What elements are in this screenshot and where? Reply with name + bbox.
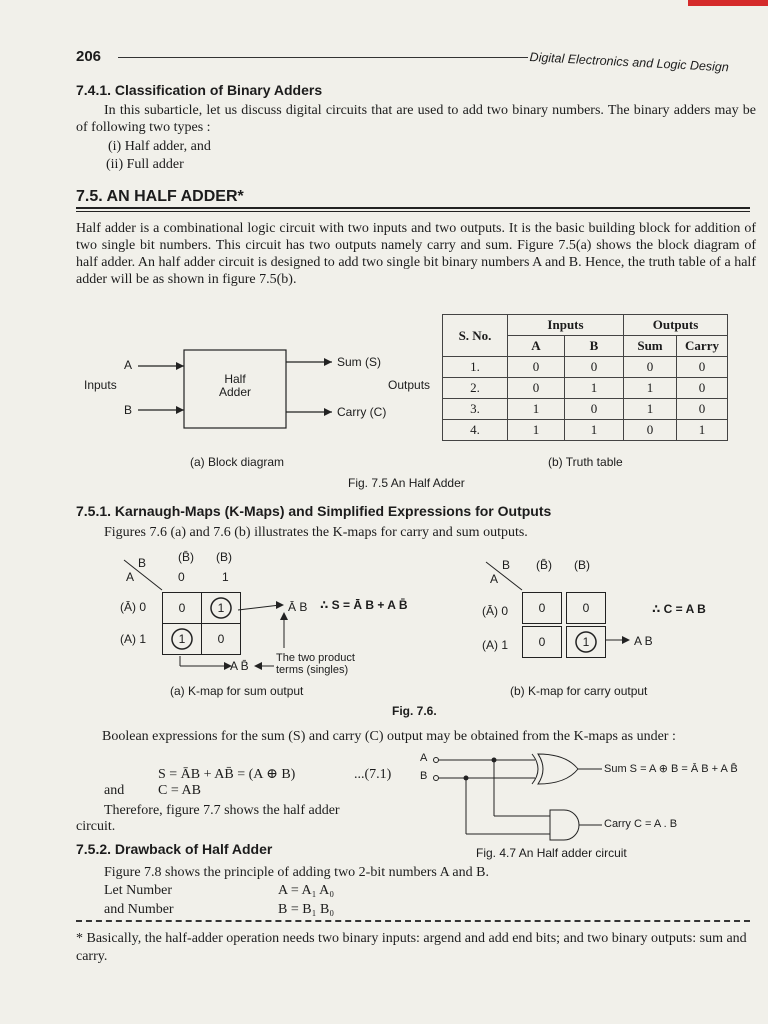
circuit-input-b: B <box>420 770 428 782</box>
kmap-sum-row-abar: (Ā) 0 <box>120 600 147 614</box>
column-header-outputs: Outputs <box>624 315 728 336</box>
kmap-sum-row-a: (A) 1 <box>120 632 147 646</box>
box-label-line: Adder <box>218 385 252 399</box>
column-header-sno: S. No. <box>443 315 508 357</box>
kmap-sum-col-bbar: (B̄) <box>178 550 194 564</box>
input-a-label: A <box>124 358 133 372</box>
kmap-carry-corner-a: A <box>490 572 499 586</box>
column-header-carry: Carry <box>677 336 728 357</box>
kmap-cell: 0 <box>522 592 562 624</box>
kmap-carry-row-abar: (Ā) 0 <box>482 604 509 618</box>
footnote: * Basically, the half-adder operation needs two binary inputs: argend and add end bits; and two binary outputs: sum and carry. <box>76 931 747 964</box>
truth-table-caption: (b) Truth table <box>548 455 623 469</box>
kmap-sum-corner-a: A <box>126 570 135 584</box>
table-cell: 1 <box>508 399 565 420</box>
section-7-5-1-title: 7.5.1. Karnaugh-Maps (K-Maps) and Simplified Expressions for Outputs <box>76 503 552 519</box>
section-7-4-1-title: 7.4.1. Classification of Binary Adders <box>76 82 323 98</box>
column-header-sum: Sum <box>624 336 677 357</box>
half-adder-circuit <box>420 752 755 844</box>
footnote-rule <box>76 920 750 922</box>
kmap-sum-corner-b: B <box>138 556 147 570</box>
outputs-label: Outputs <box>388 378 431 392</box>
section-7-5-2-paragraph: Figure 7.8 shows the principle of adding two 2-bit numbers A and B. <box>104 865 489 880</box>
section-rule <box>76 207 750 209</box>
kmap-sum-col-b: (B) <box>216 550 232 564</box>
table-cell: 1 <box>624 399 677 420</box>
kmap-sum-col-1: 1 <box>222 570 229 584</box>
note-line: terms (singles) <box>276 664 349 676</box>
sum-output-label: Sum (S) <box>337 355 382 369</box>
kmap-carry-corner-b: B <box>502 558 511 572</box>
inputs-label: Inputs <box>84 378 117 392</box>
kmap-cell-circled: 1 <box>566 626 606 658</box>
table-cell: 1 <box>565 378 624 399</box>
table-cell: 1 <box>565 420 624 441</box>
table-cell: 1 <box>508 420 565 441</box>
kmap-carry <box>480 552 750 662</box>
table-row <box>443 378 728 399</box>
table-cell: 0 <box>624 420 677 441</box>
list-item: (i) Half adder, and <box>108 139 211 154</box>
equation-number: ...(7.1) <box>354 767 392 782</box>
section-7-5-paragraph: Half adder is a combinational logic circuit with two inputs and two outputs. It is the basic building block for addition of two single bit numbers. This circuit has two outputs namely carry and sum. Figure 7.5(a) shows the block diagram of half adder. An half adder circuit is designed to add two single bit binary numbers A and B. Hence, the truth table of a half adder will be as shown in figure 7.5(b). <box>76 221 756 287</box>
table-cell: 1. <box>443 357 508 378</box>
table-cell: 1 <box>624 378 677 399</box>
table-cell: 0 <box>624 357 677 378</box>
kmap-cell-circled: 1 <box>201 592 241 624</box>
table-cell: 3. <box>443 399 508 420</box>
kmap-cell: 0 <box>162 592 202 624</box>
equation-sum: S = ĀB + AB̄ = (A ⊕ B) <box>158 767 296 782</box>
truth-table <box>442 314 728 441</box>
table-cell: 4. <box>443 420 508 441</box>
header-rule <box>118 57 528 58</box>
kmap-cell: 0 <box>566 592 606 624</box>
kmap-sum-term-2: A B̄ <box>230 659 249 673</box>
kmap-sum-expression: ∴ S = Ā B + A B̄ <box>320 598 408 612</box>
column-header-a: A <box>508 336 565 357</box>
figure-7-6-caption: Fig. 7.6. <box>392 704 437 718</box>
block-diagram <box>76 340 446 450</box>
running-title: Digital Electronics and Logic Design <box>529 50 730 75</box>
table-cell: 1 <box>677 420 728 441</box>
kmap-carry-lines <box>480 552 750 662</box>
table-cell: 0 <box>677 378 728 399</box>
page-number: 206 <box>76 48 102 65</box>
input-b-label: B <box>124 403 133 417</box>
table-cell: 0 <box>677 357 728 378</box>
kmap-sum-caption: (a) K-map for sum output <box>170 684 304 698</box>
equation-carry: C = AB <box>158 783 201 798</box>
kmap-cell-circled: 1 <box>162 623 202 655</box>
therefore-line: Therefore, figure 7.7 shows the half adder <box>104 803 340 818</box>
figure-4-7-caption: Fig. 4.7 An Half adder circuit <box>476 846 627 860</box>
table-row <box>443 357 728 378</box>
figure-7-5-caption: Fig. 7.5 An Half Adder <box>348 476 465 490</box>
table-cell: 0 <box>508 357 565 378</box>
half-adder-box-label <box>184 373 286 399</box>
kmap-sum-note <box>276 652 355 676</box>
kmap-sum <box>110 548 450 683</box>
section-7-5-2-title: 7.5.2. Drawback of Half Adder <box>76 841 273 857</box>
let-number-b-label: and Number <box>104 902 174 917</box>
carry-output-label: Carry (C) <box>337 405 387 419</box>
table-cell: 0 <box>508 378 565 399</box>
kmap-cell: 0 <box>201 623 241 655</box>
section-rule <box>76 211 750 212</box>
table-row <box>443 420 728 441</box>
box-label-line: Half <box>224 372 246 386</box>
table-cell: 0 <box>565 399 624 420</box>
column-header-inputs: Inputs <box>508 315 624 336</box>
kmap-carry-expression: ∴ C = A B <box>652 602 706 616</box>
table-cell: 2. <box>443 378 508 399</box>
let-number-a-label: Let Number <box>104 883 173 898</box>
let-number-a-value: A = A₁ A₀ <box>278 883 335 898</box>
let-number-b-value: B = B₁ B₀ <box>278 902 335 917</box>
kmap-carry-col-bbar: (B̄) <box>536 558 552 572</box>
circuit-input-a: A <box>420 752 428 764</box>
therefore-line: circuit. <box>76 819 116 834</box>
kmap-carry-row-a: (A) 1 <box>482 638 509 652</box>
kmap-carry-col-b: (B) <box>574 558 590 572</box>
kmap-sum-col-0: 0 <box>178 570 185 584</box>
kmap-carry-caption: (b) K-map for carry output <box>510 684 648 698</box>
kmap-cell: 0 <box>522 626 562 658</box>
kmap-carry-term: A B <box>634 634 653 648</box>
section-7-5-title: 7.5. AN HALF ADDER* <box>76 188 244 205</box>
section-7-5-1-paragraph: Figures 7.6 (a) and 7.6 (b) illustrates the K-maps for carry and sum outputs. <box>104 525 528 540</box>
list-item: (ii) Full adder <box>106 157 184 172</box>
circuit-sum-output: Sum S = A ⊕ B = Ā B + A B̄ <box>604 763 738 775</box>
circuit-carry-output: Carry C = A . B <box>604 818 678 830</box>
table-cell: 0 <box>677 399 728 420</box>
note-line: The two product <box>276 652 355 664</box>
equation-and: and <box>104 783 125 798</box>
table-cell: 0 <box>565 357 624 378</box>
section-7-4-1-paragraph: In this subarticle, let us discuss digital circuits that are used to add two binary numbers. The binary adders may be of following two types : <box>76 103 756 135</box>
kmap-sum-term-1: Ā B <box>288 600 308 614</box>
block-diagram-caption: (a) Block diagram <box>190 455 285 469</box>
page-corner-mark <box>688 0 768 6</box>
table-row <box>443 399 728 420</box>
boolean-paragraph: Boolean expressions for the sum (S) and carry (C) output may be obtained from the K-maps as under : <box>102 729 676 744</box>
column-header-b: B <box>565 336 624 357</box>
